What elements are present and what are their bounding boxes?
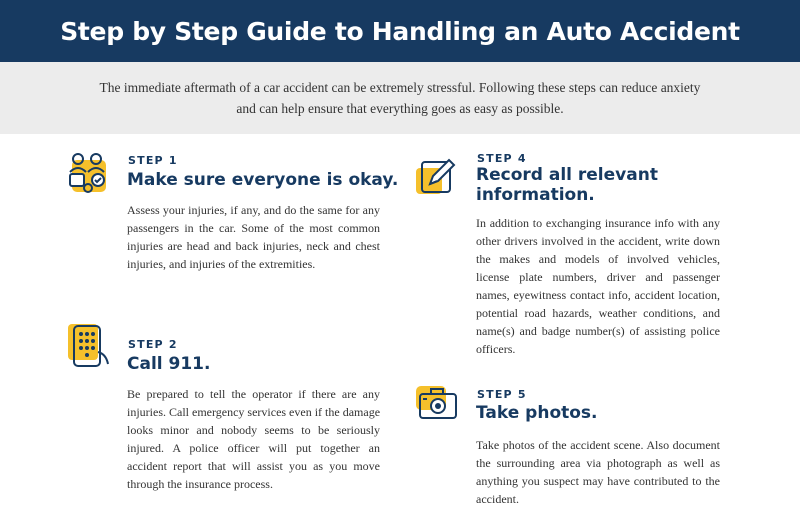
step-4-title: Record all relevant information. [476,165,658,205]
step-2-label: STEP 2 [128,338,178,351]
step-4-body: In addition to exchanging insurance info with any other drivers involved in the accident, write down the makes and models of involved vehicles, license plate numbers, driver and passenger names, eyewitness contact info, accident location, potential road hazards, weather conditions, and name(s) and badge number(s) of assisting police officers. [476,216,720,356]
step-1-body: Assess your injuries, if any, and do the same for any passengers in the car. Some of the most common injuries are head and back injuries, neck and chest injuries, and injuries of the extremities. [127,203,380,271]
phone-keypad-icon [66,322,112,368]
intro-band [0,62,800,134]
step-1-label: STEP 1 [128,154,178,167]
camera-icon [414,380,460,426]
page-header [0,0,800,62]
step-1-title: Make sure everyone is okay. [127,170,399,190]
page-title: Step by Step Guide to Handling an Auto Accident [60,16,740,46]
step-2-title: Call 911. [127,354,211,374]
people-check-icon [66,150,112,196]
notepad-pencil-icon [414,152,460,198]
step-5-body: Take photos of the accident scene. Also document the surrounding area via photograph as well as anything you suspect may have contributed to the accident. [476,438,720,506]
step-5-title: Take photos. [476,403,598,423]
step-2-body: Be prepared to tell the operator if there are any injuries. Call emergency services even if the damage looks minor and nobody seems to be seriously injured. A police officer will put together an accident report that will assist you as you move through the insurance process. [127,387,381,491]
step-5-label: STEP 5 [477,388,527,401]
intro-text: The immediate aftermath of a car accident can be extremely stressful. Following these steps can reduce anxiety and can help ensure that everything goes as easy as possible. [99,80,701,116]
step-4-label: STEP 4 [477,152,527,165]
